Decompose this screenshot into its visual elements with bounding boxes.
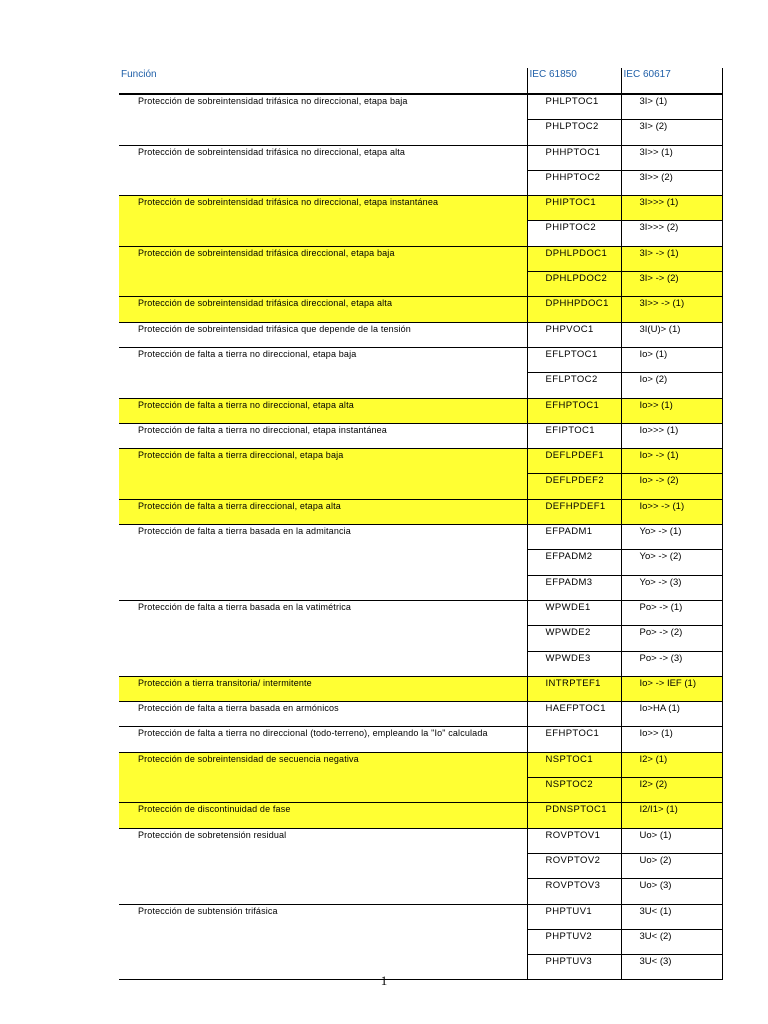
table-row xyxy=(119,398,722,423)
iec-61850-cell: EFPADM1 xyxy=(527,525,621,550)
header-iec-60617: IEC 60617 xyxy=(621,68,722,94)
table-row xyxy=(119,525,722,550)
table-row xyxy=(119,727,722,752)
iec-60617-cell: Io> -> (2) xyxy=(621,474,722,499)
page-number: 1 xyxy=(380,973,388,988)
iec-60617-cell: Io>>> (1) xyxy=(621,423,722,448)
iec-61850-cell: DPHHPDOC1 xyxy=(527,297,621,322)
iec-60617-cell: 3U< (3) xyxy=(621,955,722,980)
iec-60617-cell: Po> -> (3) xyxy=(621,651,722,676)
iec-60617-cell: Yo> -> (1) xyxy=(621,525,722,550)
iec-60617-cell: 3I> -> (2) xyxy=(621,272,722,297)
function-name-cell: Protección de discontinuidad de fase xyxy=(119,803,527,828)
iec-61850-cell: EFHPTOC1 xyxy=(527,398,621,423)
iec-60617-cell: Io>HA (1) xyxy=(621,702,722,727)
table-row xyxy=(119,600,722,625)
iec-61850-cell: NSPTOC2 xyxy=(527,778,621,803)
iec-61850-cell: EFPADM3 xyxy=(527,575,621,600)
iec-61850-cell: PHPTUV2 xyxy=(527,929,621,954)
table-row xyxy=(119,322,722,347)
table-row xyxy=(119,423,722,448)
table-row xyxy=(119,828,722,853)
iec-60617-cell: Io> (1) xyxy=(621,347,722,372)
iec-60617-cell: Uo> (1) xyxy=(621,828,722,853)
function-name-cell: Protección de sobreintensidad trifásica no direccional, etapa instantánea xyxy=(119,196,527,247)
iec-60617-cell: Io>> -> (1) xyxy=(621,499,722,524)
function-name-cell: Protección a tierra transitoria/ intermitente xyxy=(119,676,527,701)
iec-60617-cell: 3I>> (2) xyxy=(621,170,722,195)
function-name-cell: Protección de sobreintensidad de secuencia negativa xyxy=(119,752,527,803)
iec-61850-cell: DPHLPDOC2 xyxy=(527,272,621,297)
function-name-cell: Protección de sobreintensidad trifásica direccional, etapa baja xyxy=(119,246,527,297)
iec-61850-cell: WPWDE2 xyxy=(527,626,621,651)
iec-61850-cell: EFHPTOC1 xyxy=(527,727,621,752)
iec-61850-cell: PHLPTOC1 xyxy=(527,94,621,120)
table-row xyxy=(119,297,722,322)
iec-60617-cell: Io>> (1) xyxy=(621,727,722,752)
iec-60617-cell: 3I>>> (2) xyxy=(621,221,722,246)
iec-61850-cell: PHHPTOC2 xyxy=(527,170,621,195)
function-name-cell: Protección de sobreintensidad trifásica direccional, etapa alta xyxy=(119,297,527,322)
iec-61850-cell: PHIPTOC2 xyxy=(527,221,621,246)
header-funcion: Función xyxy=(119,68,527,94)
iec-61850-cell: ROVPTOV2 xyxy=(527,853,621,878)
iec-61850-cell: PDNSPTOC1 xyxy=(527,803,621,828)
iec-61850-cell: DEFLPDEF1 xyxy=(527,449,621,474)
function-name-cell: Protección de falta a tierra basada en armónicos xyxy=(119,702,527,727)
iec-61850-cell: EFLPTOC1 xyxy=(527,347,621,372)
table-row xyxy=(119,347,722,372)
function-name-cell: Protección de sobretensión residual xyxy=(119,828,527,904)
iec-60617-cell: 3U< (2) xyxy=(621,929,722,954)
function-name-cell: Protección de falta a tierra direccional, etapa alta xyxy=(119,499,527,524)
iec-60617-cell: I2> (2) xyxy=(621,778,722,803)
iec-61850-cell: NSPTOC1 xyxy=(527,752,621,777)
table-row xyxy=(119,803,722,828)
protection-functions-table xyxy=(119,68,723,980)
table-row xyxy=(119,145,722,170)
iec-60617-cell: Io> (2) xyxy=(621,373,722,398)
iec-61850-cell: PHHPTOC1 xyxy=(527,145,621,170)
table-row xyxy=(119,676,722,701)
iec-61850-cell: EFIPTOC1 xyxy=(527,423,621,448)
iec-61850-cell: DPHLPDOC1 xyxy=(527,246,621,271)
function-name-cell: Protección de subtensión trifásica xyxy=(119,904,527,980)
iec-61850-cell: PHIPTOC1 xyxy=(527,196,621,221)
iec-60617-cell: 3I> (2) xyxy=(621,120,722,145)
function-name-cell: Protección de falta a tierra no direccional, etapa alta xyxy=(119,398,527,423)
iec-60617-cell: 3I>>> (1) xyxy=(621,196,722,221)
function-name-cell: Protección de falta a tierra basada en la vatimétrica xyxy=(119,600,527,676)
iec-60617-cell: Io> -> IEF (1) xyxy=(621,676,722,701)
iec-60617-cell: I2/I1> (1) xyxy=(621,803,722,828)
table-row xyxy=(119,196,722,221)
function-name-cell: Protección de falta a tierra no direccional, etapa instantánea xyxy=(119,423,527,448)
table-row xyxy=(119,499,722,524)
iec-61850-cell: PHLPTOC2 xyxy=(527,120,621,145)
table-row xyxy=(119,752,722,777)
iec-61850-cell: WPWDE3 xyxy=(527,651,621,676)
iec-60617-cell: Yo> -> (3) xyxy=(621,575,722,600)
iec-60617-cell: Io>> (1) xyxy=(621,398,722,423)
function-name-cell: Protección de falta a tierra direccional, etapa baja xyxy=(119,449,527,500)
table-row xyxy=(119,246,722,271)
iec-60617-cell: 3I> -> (1) xyxy=(621,246,722,271)
table-row xyxy=(119,449,722,474)
iec-60617-cell: 3I> (1) xyxy=(621,94,722,120)
table-row xyxy=(119,904,722,929)
iec-61850-cell: EFLPTOC2 xyxy=(527,373,621,398)
iec-61850-cell: PHPTUV1 xyxy=(527,904,621,929)
iec-61850-cell: ROVPTOV3 xyxy=(527,879,621,904)
iec-60617-cell: Po> -> (1) xyxy=(621,600,722,625)
iec-61850-cell: ROVPTOV1 xyxy=(527,828,621,853)
iec-60617-cell: Uo> (3) xyxy=(621,879,722,904)
function-name-cell: Protección de sobreintensidad trifásica no direccional, etapa baja xyxy=(119,94,527,145)
function-name-cell: Protección de sobreintensidad trifásica no direccional, etapa alta xyxy=(119,145,527,196)
iec-60617-cell: Io> -> (1) xyxy=(621,449,722,474)
function-name-cell: Protección de sobreintensidad trifásica que depende de la tensión xyxy=(119,322,527,347)
function-name-cell: Protección de falta a tierra no direccional, etapa baja xyxy=(119,347,527,398)
iec-60617-cell: 3I>> -> (1) xyxy=(621,297,722,322)
table-row xyxy=(119,702,722,727)
function-name-cell: Protección de falta a tierra basada en la admitancia xyxy=(119,525,527,601)
iec-60617-cell: 3U< (1) xyxy=(621,904,722,929)
iec-61850-cell: HAEFPTOC1 xyxy=(527,702,621,727)
iec-60617-cell: Po> -> (2) xyxy=(621,626,722,651)
iec-61850-cell: WPWDE1 xyxy=(527,600,621,625)
iec-60617-cell: I2> (1) xyxy=(621,752,722,777)
function-name-cell: Protección de falta a tierra no direccional (todo-terreno), empleando la "Io" calculada xyxy=(119,727,527,752)
iec-61850-cell: DEFLPDEF2 xyxy=(527,474,621,499)
iec-61850-cell: EFPADM2 xyxy=(527,550,621,575)
iec-60617-cell: 3I>> (1) xyxy=(621,145,722,170)
table-header-row xyxy=(119,68,722,94)
iec-60617-cell: Uo> (2) xyxy=(621,853,722,878)
table-body xyxy=(119,94,722,980)
table-row xyxy=(119,94,722,120)
iec-61850-cell: PHPTUV3 xyxy=(527,955,621,980)
iec-60617-cell: Yo> -> (2) xyxy=(621,550,722,575)
iec-61850-cell: DEFHPDEF1 xyxy=(527,499,621,524)
iec-60617-cell: 3I(U)> (1) xyxy=(621,322,722,347)
iec-61850-cell: INTRPTEF1 xyxy=(527,676,621,701)
iec-61850-cell: PHPVOC1 xyxy=(527,322,621,347)
header-iec-61850: IEC 61850 xyxy=(527,68,621,94)
